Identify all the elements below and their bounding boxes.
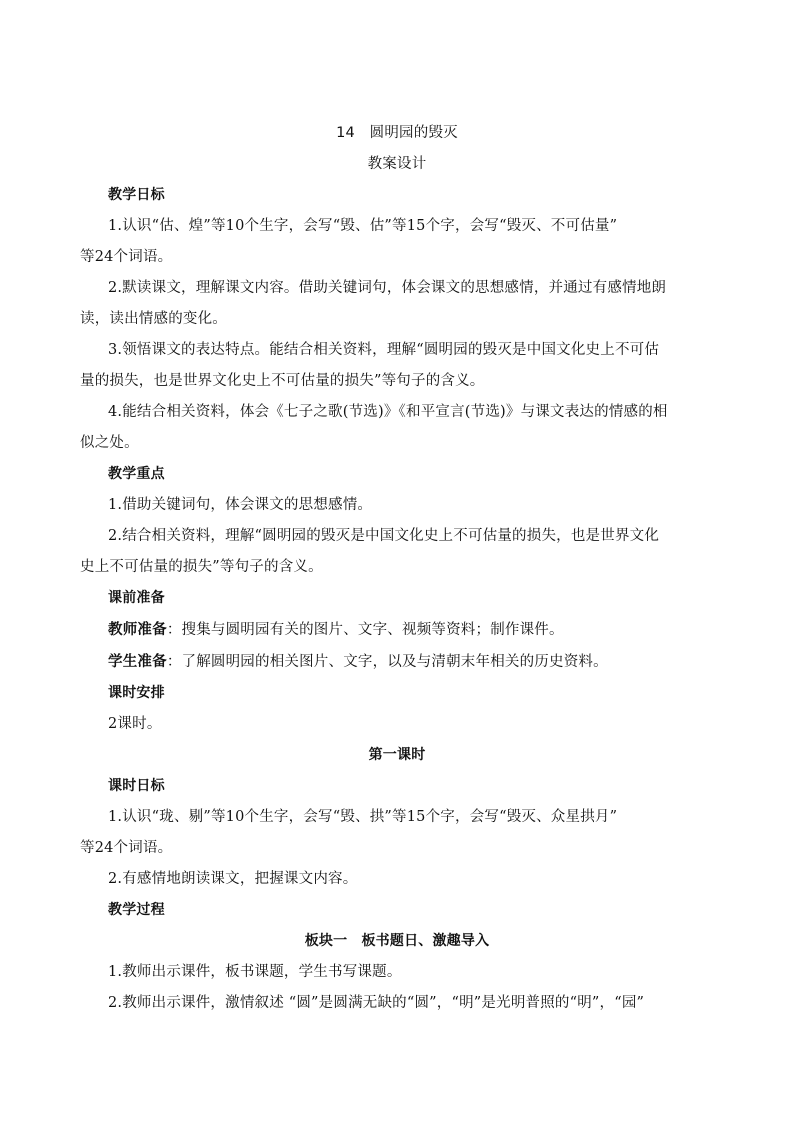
paragraph-line: 1.认识“珑、剔”等10个生字，会写“毁、拱”等15个字，会写“毁灭、众星拱月”	[108, 809, 618, 825]
lesson-subtitle: 教案设计	[367, 156, 427, 172]
paragraph-continuation: 似之处。	[80, 435, 139, 451]
bold-label: 教师准备	[108, 621, 167, 638]
paragraph-line: 3.领悟课文的表达特点。能结合相关资料，理解“圆明园的毁灭是中国文化史上不可估	[108, 342, 660, 358]
section-heading: 课前准备	[108, 590, 165, 606]
document-body	[80, 180, 714, 1019]
centered-section-heading: 第一课时	[368, 747, 426, 763]
paragraph-line: 2.教师出示课件，激情叙述 “圆”是圆满无缺的“圆”，“明”是光明普照的“明”，“园”	[108, 995, 645, 1011]
paragraph-continuation: 读，读出情感的变化。	[80, 311, 227, 327]
section-heading: 教学重点	[108, 466, 165, 482]
paragraph-line: 2课时。	[108, 716, 162, 732]
paragraph-text: ：搜集与圆明园有关的图片、文字、视频等资料；制作课件。	[166, 622, 564, 638]
centered-section-heading: 板块一 板书题日、激趣导入	[304, 933, 490, 949]
paragraph-continuation: 等24个词语。	[80, 840, 173, 856]
paragraph-line	[108, 614, 714, 646]
section-heading: 教学过程	[108, 902, 165, 918]
paragraph-line: 1.认识“估、煌”等10个生字，会写“毁、估”等15个字，会写“毁灭、不可估量”	[108, 218, 618, 234]
paragraph-line	[108, 646, 714, 678]
paragraph-line: 1.借助关键词句，体会课文的思想感情。	[108, 497, 373, 513]
paragraph-continuation: 史上不可估量的损失”等句子的含义。	[80, 559, 323, 575]
paragraph-continuation: 等24个词语。	[80, 249, 173, 265]
paragraph-line: 4.能结合相关资料，体会《七子之歌(节选)》《和平宣言(节选)》与课文表达的情感的相	[108, 404, 668, 420]
section-heading: 教学日标	[108, 187, 165, 203]
section-heading: 课时安排	[108, 685, 165, 701]
paragraph-line: 1.教师出示课件，板书课题，学生书写课题。	[108, 964, 402, 980]
paragraph-line: 2.有感情地朗读课文，把握课文内容。	[108, 871, 358, 887]
section-heading: 课时日标	[108, 778, 165, 794]
paragraph-line: 2.结合相关资料，理解“圆明园的毁灭是中国文化史上不可估量的损失，也是世界文化	[108, 528, 660, 544]
lesson-title: 14 圆明园的毁灭	[336, 125, 458, 141]
bold-label: 学生准备	[108, 653, 167, 670]
paragraph-continuation: 量的损失，也是世界文化史上不可估量的损失”等句子的含义。	[80, 373, 485, 389]
paragraph-text: ：了解圆明园的相关图片、文字，以及与清朝末年相关的历史资料。	[166, 654, 608, 670]
paragraph-line: 2.默读课文，理解课文内容。借助关键词句，体会课文的思想感情，并通过有感情地朗	[108, 280, 667, 296]
